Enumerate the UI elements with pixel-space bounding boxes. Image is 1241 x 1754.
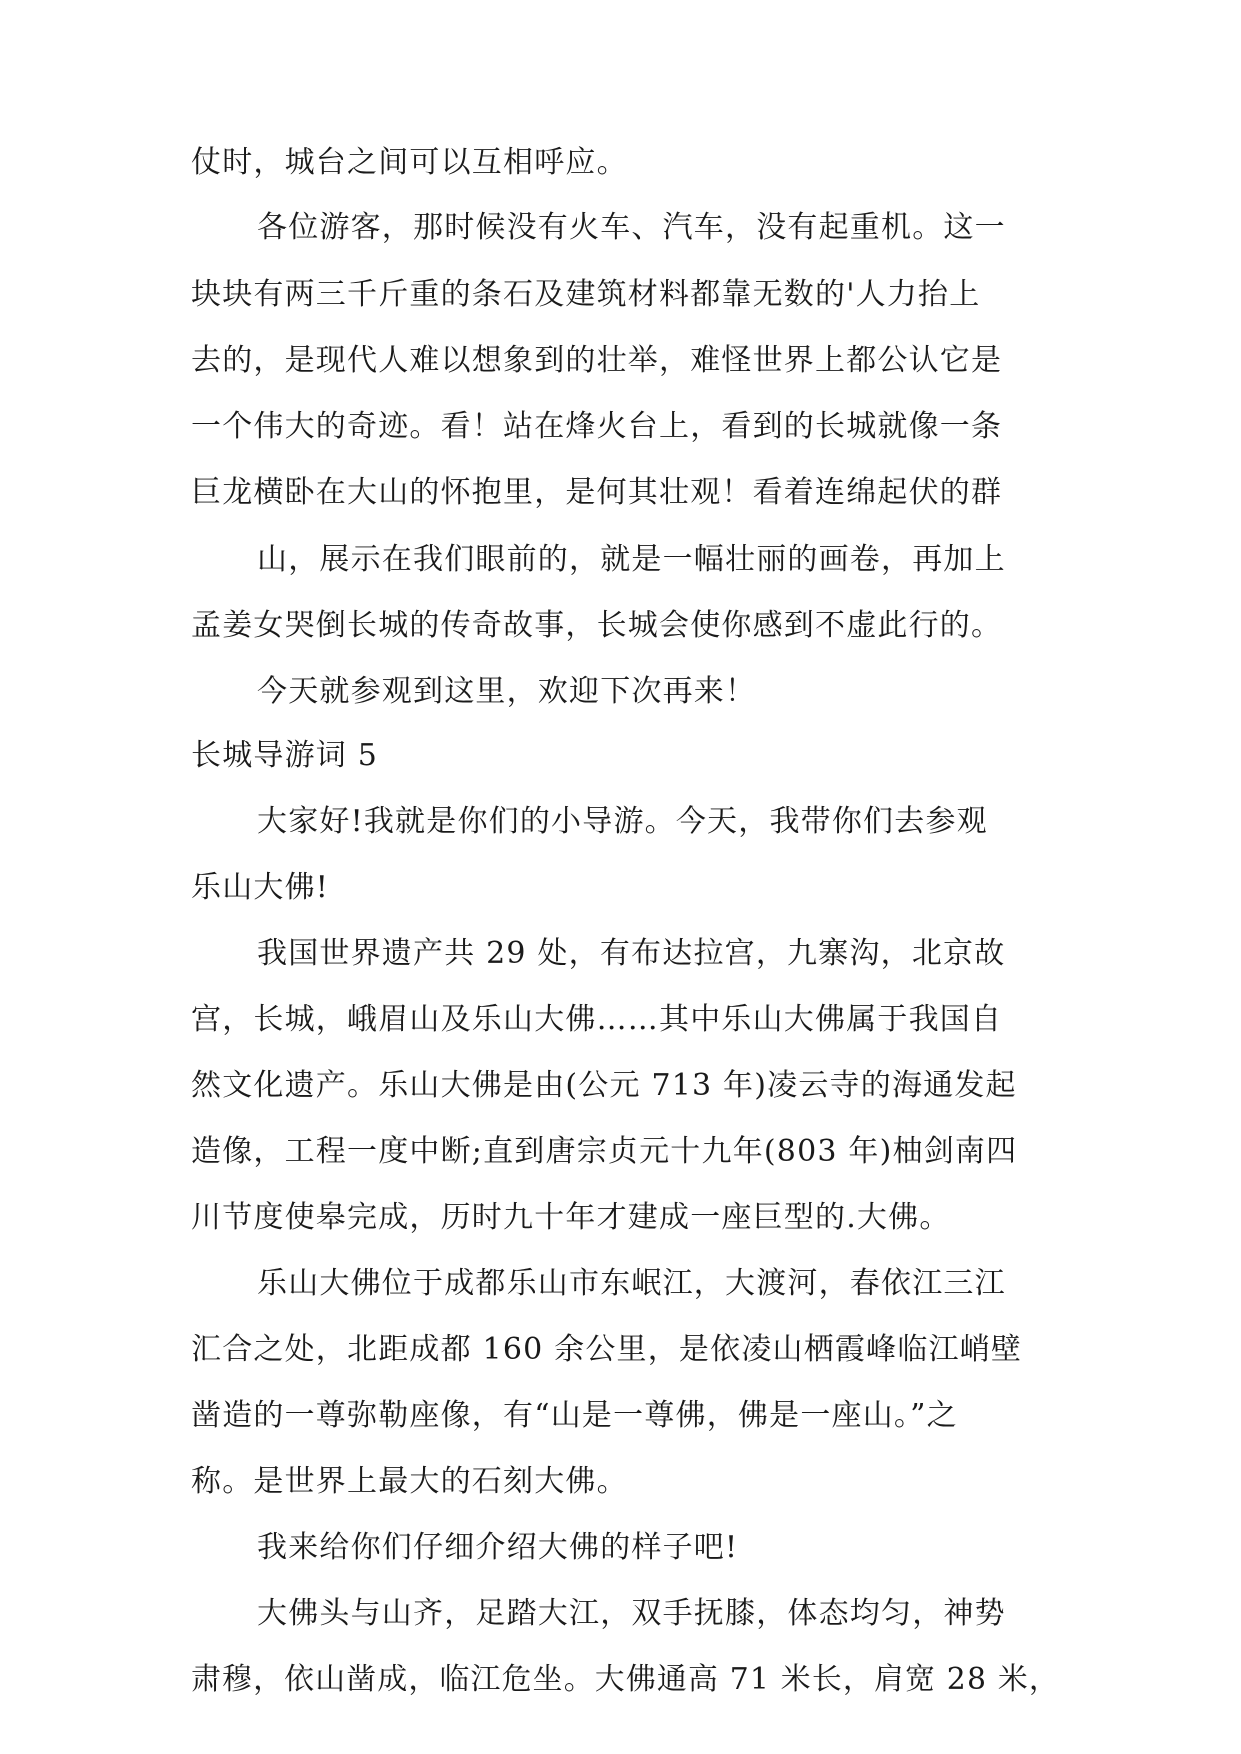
text-line: 汇合之处，北距成都 160 余公里，是依凌山栖霞峰临江峭壁	[191, 1332, 1023, 1367]
text-line: 去的，是现代人难以想象到的壮举，难怪世界上都公认它是	[191, 343, 1003, 378]
paragraph-first-line: 大家好!我就是你们的小导游。今天，我带你们去参观	[257, 804, 988, 839]
paragraph-first-line: 乐山大佛位于成都乐山市东岷江，大渡河，春依江三江	[257, 1266, 1006, 1301]
paragraph-first-line: 各位游客，那时候没有火车、汽车，没有起重机。这一	[257, 210, 1006, 245]
paragraph-first-line: 山，展示在我们眼前的，就是一幅壮丽的画卷，再加上	[257, 542, 1006, 577]
section-heading: 长城导游词 5	[191, 738, 379, 773]
text-line: 一个伟大的奇迹。看！站在烽火台上，看到的长城就像一条	[191, 409, 1003, 444]
text-line: 川节度使皋完成，历时九十年才建成一座巨型的.大佛。	[191, 1200, 951, 1235]
paragraph-first-line: 我国世界遗产共 29 处，有布达拉宫，九寨沟，北京故	[257, 936, 1006, 971]
paragraph-first-line: 我来给你们仔细介绍大佛的样子吧!	[257, 1530, 739, 1565]
text-line: 宫，长城，峨眉山及乐山大佛……其中乐山大佛属于我国自	[191, 1002, 1003, 1037]
text-line: 肃穆，依山凿成，临江危坐。大佛通高 71 米长，肩宽 28 米，	[191, 1662, 1060, 1697]
text-line: 乐山大佛!	[191, 870, 330, 905]
text-line: 块块有两三千斤重的条石及建筑材料都靠无数的'人力抬上	[191, 277, 981, 312]
text-line: 造像，工程一度中断;直到唐宗贞元十九年(803 年)柚剑南四	[191, 1134, 1018, 1169]
paragraph-first-line: 今天就参观到这里，欢迎下次再来！	[257, 674, 757, 709]
text-line: 巨龙横卧在大山的怀抱里，是何其壮观！看着连绵起伏的群	[191, 475, 1003, 510]
text-line: 凿造的一尊弥勒座像，有“山是一尊佛，佛是一座山。”之	[191, 1398, 958, 1433]
paragraph-first-line: 大佛头与山齐，足踏大江，双手抚膝，体态均匀，神势	[257, 1596, 1006, 1631]
text-line: 然文化遗产。乐山大佛是由(公元 713 年)凌云寺的海通发起	[191, 1068, 1017, 1103]
text-line: 孟姜女哭倒长城的传奇故事，长城会使你感到不虚此行的。	[191, 608, 1003, 643]
text-line: 称。是世界上最大的石刻大佛。	[191, 1464, 628, 1499]
text-line: 仗时，城台之间可以互相呼应。	[191, 145, 628, 180]
